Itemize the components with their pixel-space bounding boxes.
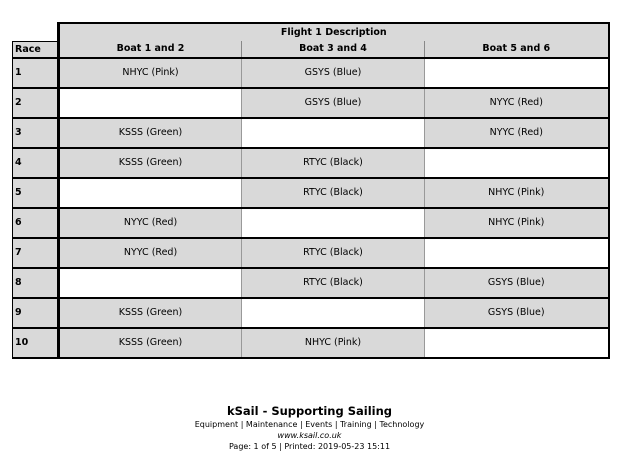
boat-assignment-cell: GSYS (Blue) [242,88,425,118]
race-number: 7 [13,238,59,268]
boat-assignment-cell: GSYS (Blue) [425,268,609,298]
boat-assignment-cell: KSSS (Green) [59,118,242,148]
boat-assignment-cell: NYYC (Red) [59,208,242,238]
boat-assignment-cell [242,298,425,328]
table-row [13,298,609,328]
boat-assignment-cell: NHYC (Pink) [59,58,242,88]
table-row [13,268,609,298]
boat-3-4-header: Boat 3 and 4 [242,41,425,58]
boat-assignment-cell: NHYC (Pink) [425,208,609,238]
page-footer [0,404,619,452]
header-row [13,41,609,58]
boat-assignment-cell: NHYC (Pink) [425,178,609,208]
boat-assignment-cell [242,208,425,238]
boat-assignment-cell [242,118,425,148]
schedule-sheet [12,22,608,359]
footer-url: www.ksail.co.uk [277,431,342,440]
table-row [13,58,609,88]
boat-assignment-cell [425,328,609,358]
boat-assignment-cell: KSSS (Green) [59,148,242,178]
boat-assignment-cell: RTYC (Black) [242,268,425,298]
footer-brand: kSail - Supporting Sailing [226,404,392,418]
boat-assignment-cell: NYYC (Red) [425,118,609,148]
table-row [13,118,609,148]
boat-assignment-cell [59,268,242,298]
boat-assignment-cell [59,88,242,118]
corner-cell [13,23,59,41]
boat-assignment-cell: NYYC (Red) [59,238,242,268]
footer-page-info: Page: 1 of 5 | Printed: 2019-05-23 15:11 [228,442,391,451]
boat-assignment-cell: RTYC (Black) [242,148,425,178]
race-rows [13,58,609,358]
table-row [13,88,609,118]
boat-assignment-cell: GSYS (Blue) [425,298,609,328]
footer-tagline: Equipment | Maintenance | Events | Training | Technology [194,420,425,429]
race-number: 2 [13,88,59,118]
flight-table [12,22,610,359]
table-row [13,148,609,178]
boat-assignment-cell: RTYC (Black) [242,238,425,268]
boat-5-6-header: Boat 5 and 6 [425,41,609,58]
boat-assignment-cell [59,178,242,208]
race-number: 8 [13,268,59,298]
race-number: 9 [13,298,59,328]
race-number: 6 [13,208,59,238]
table-row [13,328,609,358]
boat-assignment-cell: NYYC (Red) [425,88,609,118]
boat-assignment-cell [425,238,609,268]
race-header: Race [13,41,59,58]
boat-assignment-cell: KSSS (Green) [59,298,242,328]
boat-assignment-cell [425,148,609,178]
race-number: 10 [13,328,59,358]
race-number: 5 [13,178,59,208]
boat-assignment-cell: RTYC (Black) [242,178,425,208]
boat-assignment-cell: NHYC (Pink) [242,328,425,358]
table-row [13,178,609,208]
boat-assignment-cell: GSYS (Blue) [242,58,425,88]
boat-1-2-header: Boat 1 and 2 [59,41,242,58]
flight-title-row [13,23,609,41]
race-number: 3 [13,118,59,148]
race-number: 4 [13,148,59,178]
boat-assignment-cell [425,58,609,88]
table-row [13,238,609,268]
boat-assignment-cell: KSSS (Green) [59,328,242,358]
race-number: 1 [13,58,59,88]
flight-title: Flight 1 Description [59,23,609,41]
table-row [13,208,609,238]
